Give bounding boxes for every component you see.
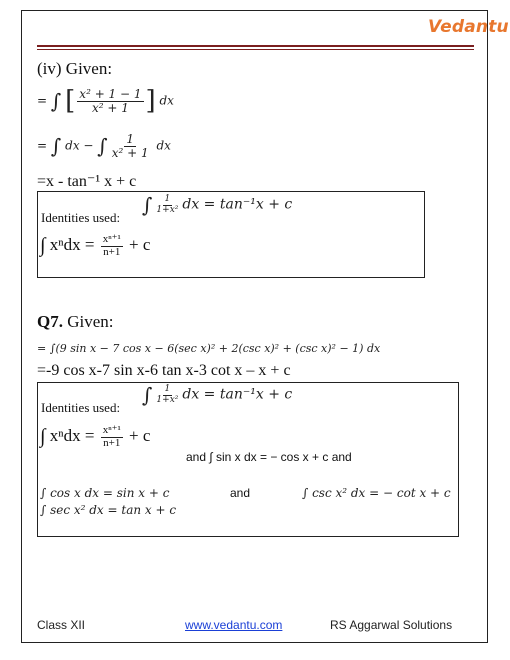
fraction-denominator: n+1: [103, 436, 121, 449]
footer-website-link[interactable]: www.vedantu.com: [185, 618, 283, 632]
fraction-numerator: 1: [126, 132, 134, 146]
fraction-denominator: x² + 1: [91, 100, 129, 115]
fraction: [77, 88, 143, 114]
identity-sec: ∫ sec x² dx = tan x + c: [40, 503, 177, 517]
identity-csc: ∫ csc x² dx = − cot x + c: [302, 486, 451, 500]
integral-sign: ∫: [142, 383, 153, 407]
fraction-denominator: x² + 1: [111, 145, 149, 160]
integral-sign: ∫: [40, 425, 46, 448]
fraction-numerator: x² + 1 − 1: [79, 86, 142, 101]
part-iv-line1: [37, 86, 174, 116]
identity-power-rule: [40, 234, 150, 258]
identity-lhs: xⁿdx =: [49, 425, 95, 445]
identity-arctan: [142, 383, 292, 407]
fraction-numerator: xⁿ⁺¹: [102, 233, 121, 245]
identity-rhs: + c: [129, 425, 151, 445]
fraction-numerator: xⁿ⁺¹: [102, 424, 121, 436]
question-label: Q7.: [37, 312, 63, 331]
header-rule-thin: [37, 49, 474, 50]
and-text: and: [230, 486, 251, 500]
header-rule: [37, 45, 474, 47]
first-term: dx −: [65, 138, 94, 153]
integral-sign: ∫: [50, 89, 62, 113]
identity-sin: and ∫ sin x dx = − cos x + c and: [186, 450, 352, 464]
identity-rhs: dx = tan⁻¹x + c: [182, 196, 293, 213]
identity-cos: ∫ cos x dx = sin x + c: [40, 486, 170, 500]
q7-line1: = ∫(9 sin x − 7 cos x − 6(sec x)² + 2(csc x)² + (csc x)² − 1) dx: [37, 342, 381, 355]
identities-label: Identities used:: [41, 210, 121, 225]
q7-result: =-9 cos x-7 sin x-6 tan x-3 cot x – x + c: [37, 362, 291, 379]
footer-class: Class XII: [37, 618, 86, 632]
differential: dx: [159, 93, 174, 108]
equals-sign: =: [37, 93, 48, 108]
fraction: [154, 195, 180, 215]
integral-sign: ∫: [50, 134, 62, 159]
fraction-numerator: 1: [164, 194, 171, 205]
footer-book-title: RS Aggarwal Solutions: [330, 618, 453, 632]
fraction: [101, 425, 123, 449]
fraction-denominator: n+1: [103, 245, 121, 258]
part-iv-heading: (iv) Given:: [37, 59, 113, 78]
part-iv-result: =x - tan⁻¹ x + c: [37, 173, 137, 190]
q7-heading: [37, 312, 114, 332]
fraction-denominator: 1+x²: [156, 204, 179, 215]
vedantu-logo: Vedantu: [428, 17, 509, 37]
differential: dx: [156, 138, 171, 153]
heading-text: Given:: [62, 312, 114, 331]
fraction: [154, 385, 180, 405]
integral-sign: ∫: [40, 234, 46, 257]
equals-sign: =: [37, 138, 48, 153]
identity-power-rule: [40, 425, 150, 449]
fraction-numerator: 1: [164, 384, 171, 395]
fraction: [110, 133, 151, 159]
integral-sign: ∫: [97, 134, 108, 159]
identity-arctan: [142, 193, 292, 217]
right-bracket: ]: [145, 86, 156, 116]
identity-rhs: dx = tan⁻¹x + c: [182, 386, 293, 403]
identity-rhs: + c: [129, 234, 151, 254]
left-bracket: [: [65, 86, 76, 116]
identity-lhs: xⁿdx =: [49, 234, 95, 254]
identities-label: Identities used:: [41, 400, 121, 415]
part-iv-line2: [37, 133, 171, 159]
fraction: [101, 234, 123, 258]
integral-sign: ∫: [142, 193, 153, 217]
fraction-denominator: 1+x²: [156, 394, 179, 405]
